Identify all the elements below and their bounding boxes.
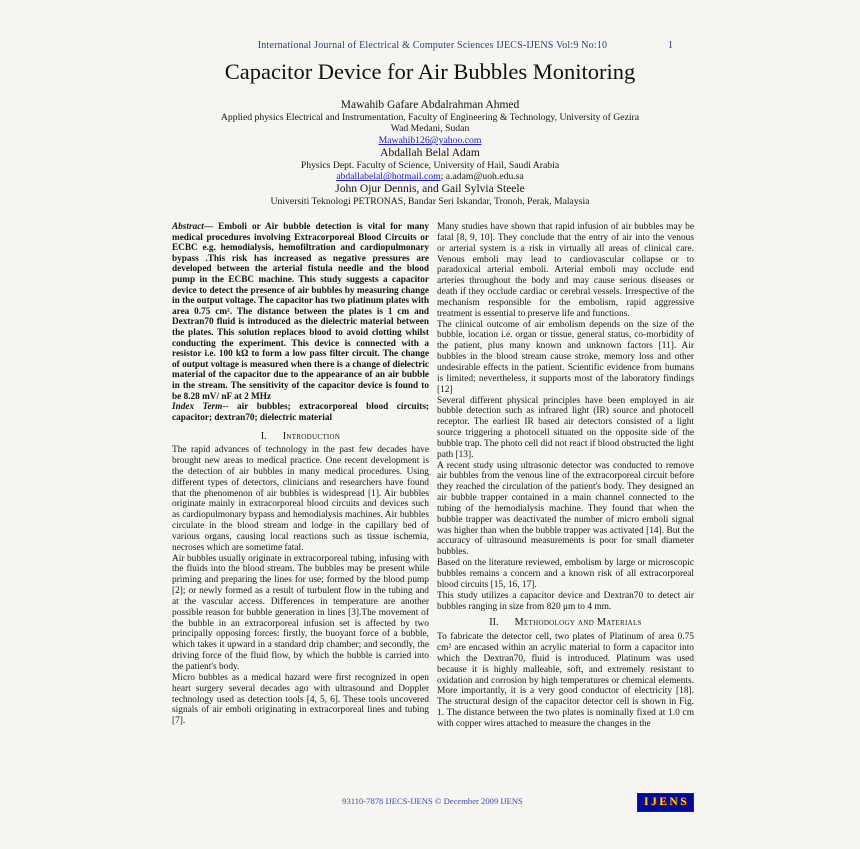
journal-header: International Journal of Electrical & Computer Sciences IJECS-IJENS Vol:9 No:10: [257, 40, 608, 51]
body-paragraph-3: Several different physical principles have been employed in air bubble detection such as infrared light (IR) source and photocell receptor. The earliest IR based air detectors consisted of a light source triggering a photocell situated on the opposite side of the bubble trap. The photo cell did not react if blood obstructed the light path [13].: [437, 395, 694, 460]
right-column: [437, 222, 694, 730]
author-block: [0, 99, 860, 208]
author-name-1: Mawahib Gafare Abdalrahman Ahmed: [340, 99, 520, 111]
intro-paragraph-1: The rapid advances of technology in the past few decades have brought new areas to medical practice. One recent development is the detection of air bubbles in many medical procedures. Using different types of detectors, clinicians and researchers have found that the phenomenon of air bubbles is widespread [1]. Air bubbles originate mainly in extracorporeal blood circuits and devices such as cardiopulmonary bypass and hemodialysis machines. Air bubbles circulate in the blood stream and lodge in the capillary bed of various organs, causing local reactions such as tissue ischemia, necroses which are sometime fatal.: [172, 445, 429, 553]
section-label-1: Introduction: [282, 431, 341, 443]
author-email-line-1: [0, 135, 860, 147]
author-affiliation-1b: Wad Medani, Sudan: [390, 123, 470, 135]
section-label-2: Methodology and Materials: [514, 617, 642, 629]
body-paragraph-1: Many studies have shown that rapid infusion of air bubbles may be fatal [8, 9, 10]. They conclude that the entry of air into the venous or arterial system is a risk in virtually all areas of clinical care. Venous emboli may lead to cardiovascular collapse or to paradoxical arterial emboli. Arterial emboli may occlude end arteries throughout the body and may cause serious diseases or death if they occlude cardiac or cerebral vessels. Irrespective of the mechanism responsible for the embolism, rapid aggressive treatment is essential to preserve life and functions.: [437, 222, 694, 319]
email-link-hotmail[interactable]: abdallabelal@hotmail.com: [336, 171, 441, 183]
section-heading-methodology: [437, 618, 694, 629]
body-paragraph-2: The clinical outcome of air embolism depends on the size of the bubble, location i.e. organ or tissue, general status, co-morbidity of the patient, plus many known and unknown factors [11]. Air bubbles in the blood stream cause stroke, memory loss and other undesirable effects in the patient. Scientific evidence from humans is limited; nevertheless, it supports most of the laboratory findings [12]: [437, 319, 694, 395]
author-affiliation-2: Physics Dept. Faculty of Science, University of Hail, Saudi Arabia: [300, 159, 560, 171]
abstract-lead: Abstract—: [172, 222, 214, 232]
author-name-2: Abdallah Belal Adam: [380, 146, 480, 159]
author-email-line-2: [0, 171, 860, 183]
intro-paragraph-3: Micro bubbles as a medical hazard were first recognized in open heart surgery several decades ago with ultrasound and Doppler technology used as detection tools [4, 5, 6]. These tools uncovered signals of air emboli originating in extracorporeal lines and tubing [7].: [172, 672, 429, 727]
body-paragraph-4: A recent study using ultrasonic detector was conducted to remove air bubbles from the venous line of the extracorporeal circuit before they reached the circulation of the patient's body. They designed an air bubble trapper contained in a main channel connected to the tubing of the hemodialysis machine. They found that when the bubble trapper was deactivated the number of micro emboli signal was higher than when the bubble trapper was activated [14]. But the accuracy of ultrasound measurements is poor for small diameter bubbles.: [437, 460, 694, 558]
body-paragraph-6: This study utilizes a capacitor device and Dextran70 to detect air bubbles ranging in size from 820 μm to 4 mm.: [437, 590, 694, 612]
author-name-3: John Ojur Dennis, and Gail Sylvia Steele: [335, 183, 525, 196]
email-plain-uoh: ; a.adam@uoh.edu.sa: [440, 171, 524, 183]
section-heading-introduction: [172, 432, 429, 443]
abstract-paragraph: [172, 222, 429, 402]
footer-copyright: 93110-7878 IJECS-IJENS © December 2009 IJENS: [342, 796, 523, 806]
section-number-1: I.: [260, 431, 267, 443]
ijens-logo: IJENS: [637, 793, 694, 812]
paper-title: Capacitor Device for Air Bubbles Monitoring: [224, 59, 636, 84]
author-affiliation-1a: Applied physics Electrical and Instrumentation, Faculty of Engineering & Technology, University of Gezira: [220, 111, 640, 123]
email-link-yahoo[interactable]: Mawahib126@yahoo.com: [378, 135, 482, 147]
index-terms-paragraph: [172, 402, 429, 423]
index-terms-text: air bubbles; extracorporeal blood circuits; capacitor; dextran70; dielectric material: [172, 402, 429, 423]
index-terms-lead: Index Term--: [172, 402, 229, 413]
intro-paragraph-2: Air bubbles usually originate in extracorporeal tubing, infusing with the fluids into the blood stream. The bubbles may be present while priming and preparing the lines for use; formed by the blood pump [2]; or newly formed as a result of turbulent flow in the tubing and at the vascular access. Differences in temperature are another possible reason for bubble generation in lines [3].The movement of the bubble in an extracorporeal infusion set is affected by two principally opposing forces: firstly, the buoyant force of a bubble, which takes it upward in a standard drip chamber; and secondly, the driving force of the fluid flow, by which the bubble is carried into the patient's body.: [172, 553, 429, 672]
abstract-text: Emboli or Air bubble detection is vital for many medical procedures involving Extracorporeal Blood Circuits or ECBC e.g. hemodialysis, hemofiltration and cardiopulmonary bypass .This risk has increased as negative pressures are developed between the arterial fistula needle and the blood pump in the ECBC machine. This study suggests a capacitor device to detect the presence of air bubbles by measuring change in the output voltage. The capacitor has two platinum plates with area 0.75 cm². The distance between the plates is 1 cm and Dextran70 fluid is introduced as the dielectric material between the plates. This solution replaces blood to avoid clotting whilst conducting the experiment. This device is connected with a resistor i.e. 100 kΩ to form a low pass filter circuit. The change of output voltage is measured when there is a change of dielectric material of the capacitor due to the appearance of an air bubble in the stream. The sensitivity of the capacitor device is found to be 8.28 mV/ nF at 2 MHz: [172, 222, 429, 402]
left-column: [172, 222, 429, 727]
body-paragraph-5: Based on the literature reviewed, embolism by large or microscopic bubbles remains a concern and a known risk of all extracorporeal blood circuits [15, 16, 17].: [437, 558, 694, 590]
page-number: 1: [668, 40, 673, 51]
methodology-paragraph-1: To fabricate the detector cell, two plates of Platinum of area 0.75 cm² are encased within an acrylic material to form a capacitor into which the Dextran70, fluid is introduced. Platinum was used because it is highly malleable, soft, and extremely resistant to oxidation and corrosion by high temperatures or chemical elements. More importantly, it is a very good conductor of electricity [18]. The structural design of the capacitor detector cell is shown in Fig. 1. The distance between the two plates is nominally fixed at 1.0 cm with copper wires attached to measure the changes in the: [437, 632, 694, 729]
author-affiliation-3: Universiti Teknologi PETRONAS, Bandar Seri Iskandar, Tronoh, Perak, Malaysia: [270, 195, 590, 207]
section-number-2: II.: [489, 617, 499, 629]
